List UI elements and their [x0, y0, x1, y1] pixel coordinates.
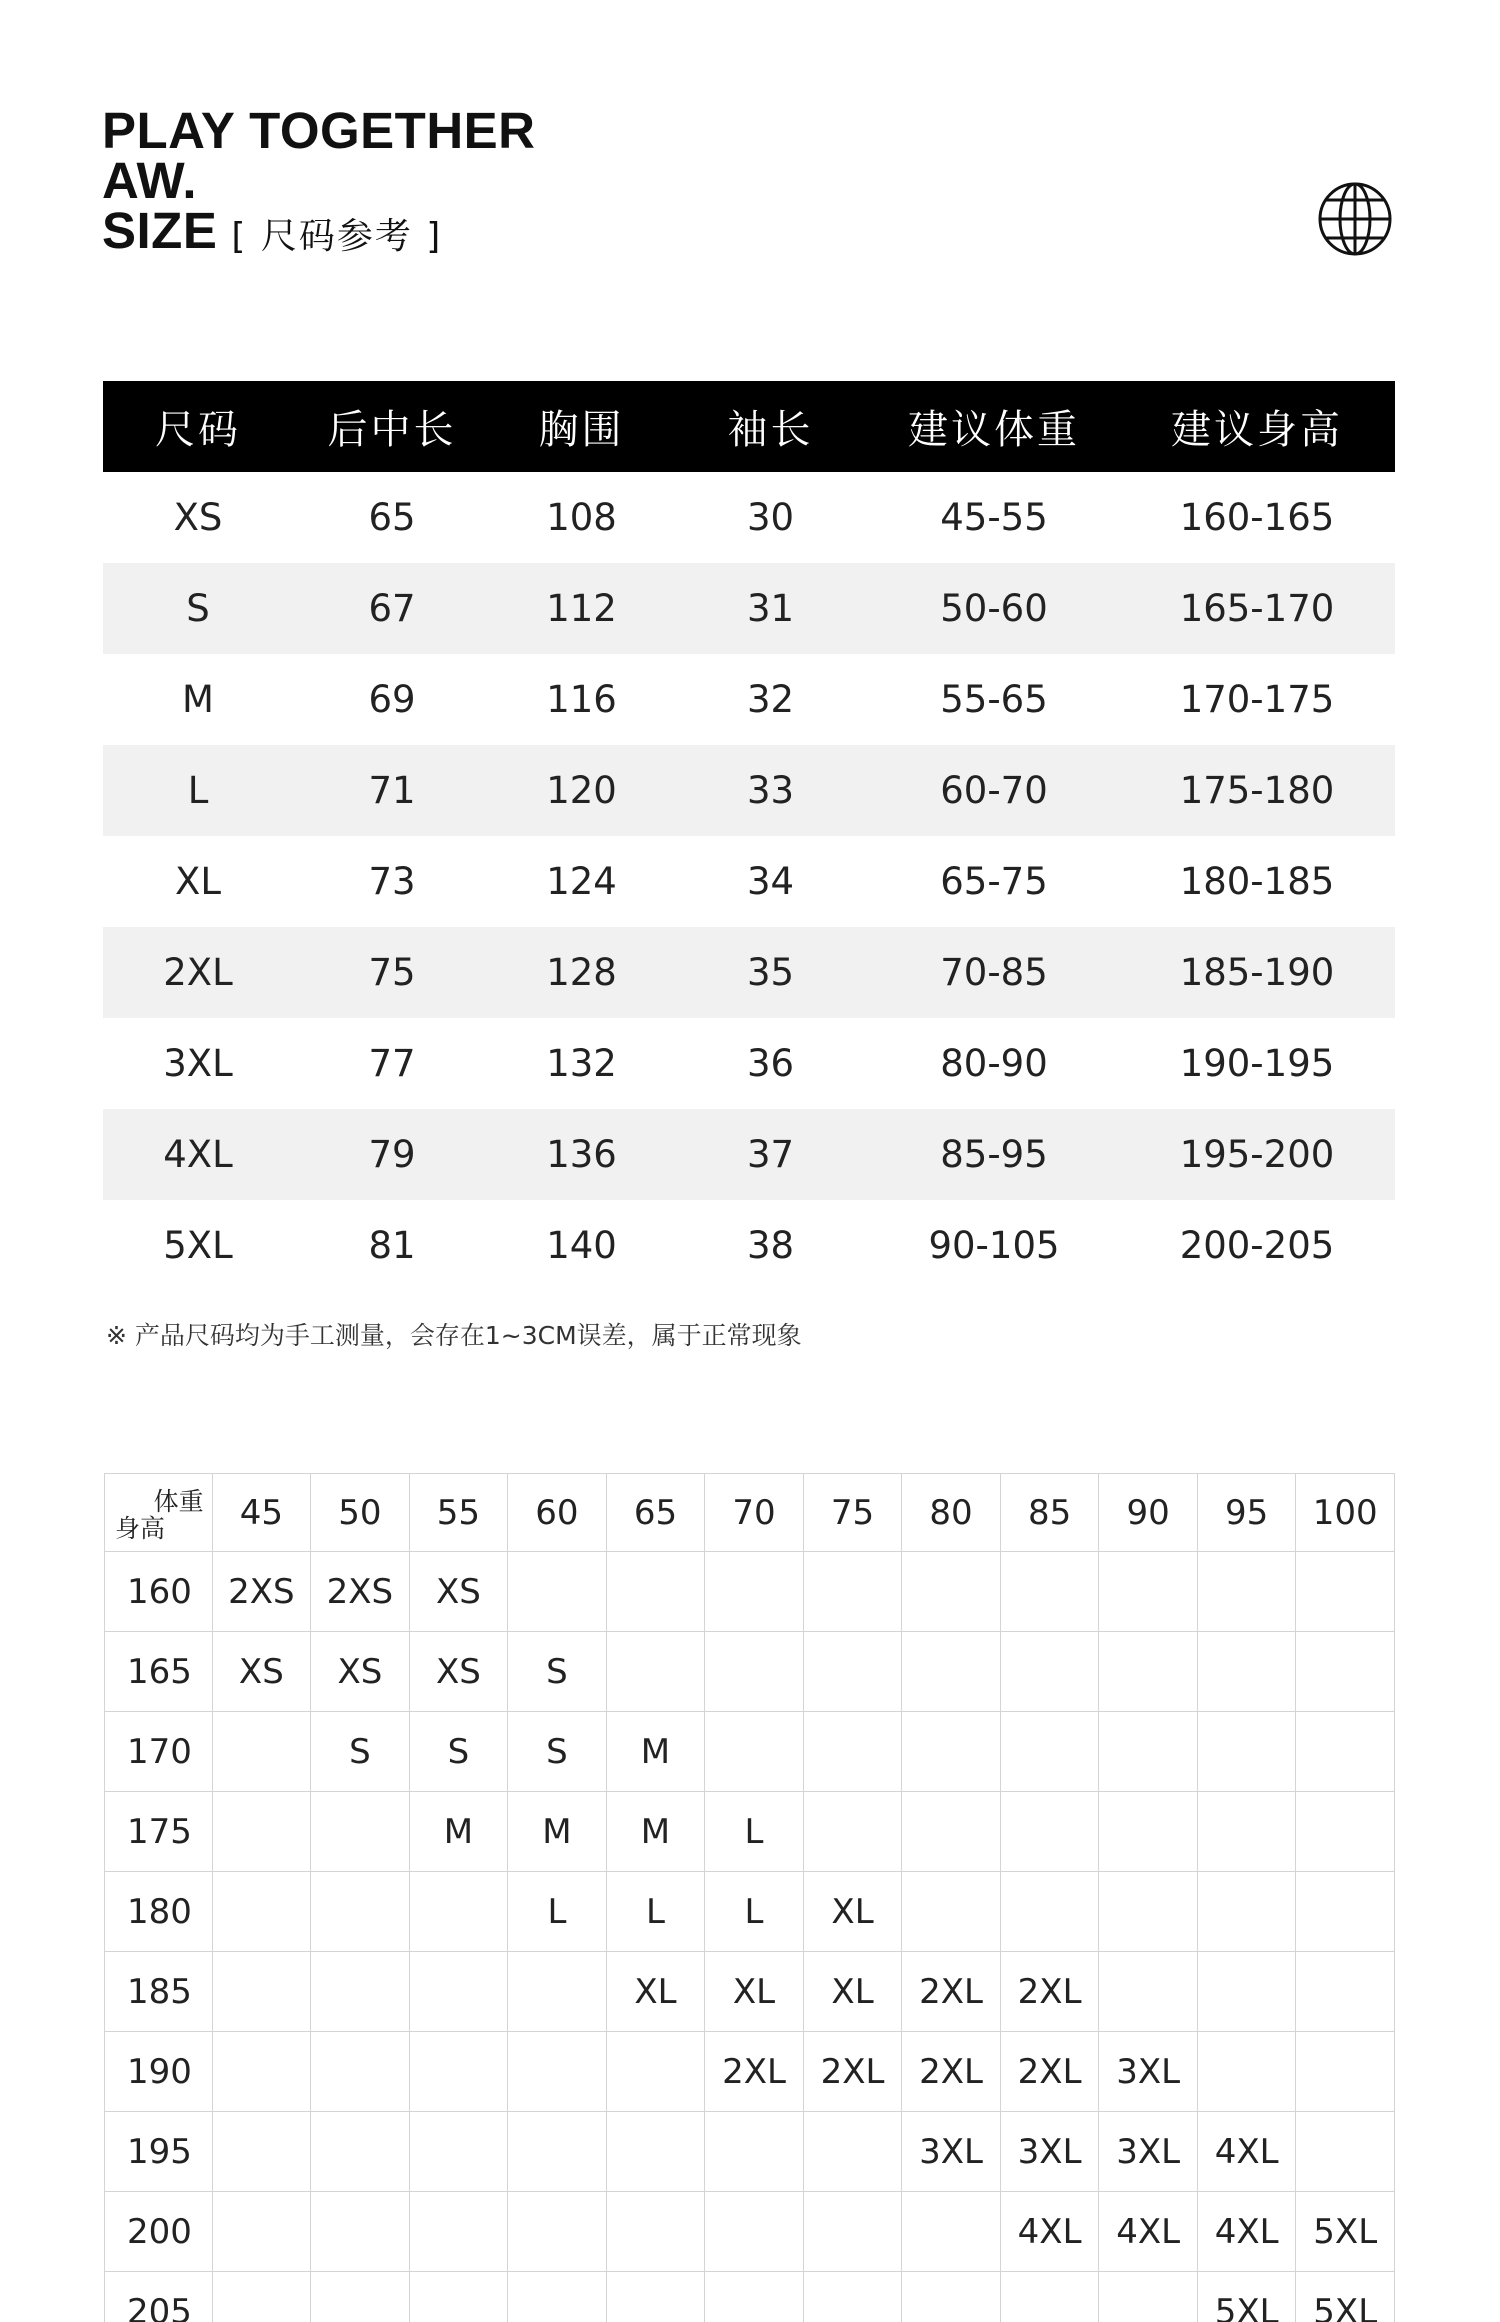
size-row [103, 836, 1395, 927]
size-value-cell: 77 [368, 1042, 416, 1085]
grid-size-cell [705, 1552, 804, 1632]
grid-size-cell [508, 2112, 607, 2192]
grid-size-cell [1296, 2032, 1395, 2112]
height-header-cell: 165 [105, 1632, 213, 1712]
grid-size-cell [212, 1792, 311, 1872]
height-header-cell: 175 [105, 1792, 213, 1872]
weight-header-cell: 90 [1099, 1474, 1198, 1552]
grid-row [105, 1552, 1395, 1632]
size-value-cell: 90-105 [928, 1224, 1060, 1267]
size-label-cell: 4XL [103, 1109, 293, 1200]
size-value-cell: 37 [672, 1109, 869, 1200]
grid-size-cell [508, 1952, 607, 2032]
grid-size-cell [508, 1552, 607, 1632]
size-value-cell: 60-70 [869, 745, 1119, 836]
column-header: 后中长 [293, 381, 491, 472]
size-value-cell: 55-65 [940, 678, 1048, 721]
size-label-cell: S [103, 563, 293, 654]
grid-size-cell [606, 2192, 705, 2272]
page-header [102, 102, 536, 262]
size-row [103, 745, 1395, 836]
grid-size-cell [705, 1712, 804, 1792]
size-value-cell: 38 [746, 1224, 795, 1267]
size-chart-table [103, 381, 1395, 1291]
size-label-cell: XS [173, 496, 223, 539]
weight-height-grid-container [104, 1473, 1396, 2322]
grid-size-cell [1197, 1792, 1296, 1872]
grid-size-cell: S [409, 1712, 508, 1792]
size-value-cell: 132 [546, 1042, 617, 1085]
grid-size-cell: 2XL [902, 1952, 1001, 2032]
grid-size-cell [1000, 1632, 1099, 1712]
grid-size-cell: 3XL [1000, 2112, 1099, 2192]
grid-size-cell [311, 2112, 410, 2192]
grid-size-cell [1099, 1952, 1198, 2032]
grid-size-cell [508, 2272, 607, 2322]
grid-size-cell [1296, 1632, 1395, 1712]
grid-size-cell [902, 1792, 1001, 1872]
grid-size-cell [311, 2032, 410, 2112]
size-label-cell: XL [175, 860, 221, 903]
size-value-cell: 35 [672, 927, 869, 1018]
grid-size-cell: S [311, 1712, 410, 1792]
grid-size-cell: 2XS [311, 1552, 410, 1632]
grid-size-cell: XS [311, 1632, 410, 1712]
size-value-cell: 180-185 [1179, 860, 1335, 903]
grid-corner-cell [105, 1474, 213, 1552]
size-row [103, 472, 1395, 563]
grid-size-cell [212, 1872, 311, 1952]
grid-size-cell [1000, 1792, 1099, 1872]
grid-size-cell [1099, 1552, 1198, 1632]
height-header-cell: 200 [105, 2192, 213, 2272]
size-value-cell: 80-90 [940, 1042, 1048, 1085]
grid-size-cell [902, 2272, 1001, 2322]
grid-size-cell: 4XL [1099, 2192, 1198, 2272]
weight-height-size-grid [104, 1473, 1395, 2322]
grid-size-cell [902, 1552, 1001, 1632]
grid-size-cell [508, 2032, 607, 2112]
grid-size-cell: XL [705, 1952, 804, 2032]
size-row [103, 1109, 1395, 1200]
size-row [103, 1200, 1395, 1291]
size-value-cell: 33 [672, 745, 869, 836]
grid-row [105, 1952, 1395, 2032]
grid-size-cell [212, 1712, 311, 1792]
grid-size-cell [606, 2032, 705, 2112]
size-value-cell: 165-170 [1119, 563, 1395, 654]
weight-header-cell: 65 [606, 1474, 705, 1552]
grid-size-cell [1099, 1632, 1198, 1712]
grid-size-cell [212, 2112, 311, 2192]
grid-size-cell [705, 1632, 804, 1712]
column-header: 尺码 [103, 381, 293, 472]
grid-size-cell [902, 1632, 1001, 1712]
grid-row [105, 2272, 1395, 2322]
grid-size-cell [1197, 1632, 1296, 1712]
weight-header-cell: 100 [1296, 1474, 1395, 1552]
grid-size-cell [1296, 1552, 1395, 1632]
grid-size-cell: M [508, 1792, 607, 1872]
grid-size-cell [1000, 1552, 1099, 1632]
grid-size-cell [1099, 1792, 1198, 1872]
grid-size-cell [1000, 2272, 1099, 2322]
grid-size-cell [606, 1552, 705, 1632]
height-header-cell: 170 [105, 1712, 213, 1792]
grid-size-cell: 3XL [1099, 2112, 1198, 2192]
column-header: 建议体重 [869, 381, 1119, 472]
grid-size-cell [212, 1952, 311, 2032]
grid-size-cell: 2XL [902, 2032, 1001, 2112]
grid-size-cell [311, 1872, 410, 1952]
weight-header-cell: 75 [803, 1474, 902, 1552]
grid-size-cell [212, 2272, 311, 2322]
grid-size-cell [1000, 1712, 1099, 1792]
grid-size-cell [1296, 1712, 1395, 1792]
size-label-cell: M [182, 678, 214, 721]
size-value-cell: 65-75 [940, 860, 1048, 903]
grid-size-cell: L [705, 1792, 804, 1872]
grid-size-cell [705, 2112, 804, 2192]
grid-size-cell [409, 2192, 508, 2272]
size-value-cell: 140 [546, 1224, 617, 1267]
size-value-cell: 79 [293, 1109, 491, 1200]
grid-size-cell: 2XL [803, 2032, 902, 2112]
grid-row [105, 1712, 1395, 1792]
grid-row [105, 1872, 1395, 1952]
grid-size-cell [803, 1552, 902, 1632]
size-value-cell: 73 [368, 860, 416, 903]
size-value-cell: 128 [491, 927, 672, 1018]
grid-size-cell [803, 1632, 902, 1712]
size-value-cell: 31 [672, 563, 869, 654]
size-title: SIZE [102, 202, 218, 259]
grid-size-cell [902, 1712, 1001, 1792]
grid-size-cell: XL [803, 1952, 902, 2032]
grid-size-cell: S [508, 1712, 607, 1792]
size-value-cell: 200-205 [1179, 1224, 1335, 1267]
grid-size-cell [409, 2032, 508, 2112]
grid-size-cell: 4XL [1197, 2112, 1296, 2192]
grid-size-cell [1099, 1712, 1198, 1792]
grid-size-cell [803, 1712, 902, 1792]
size-value-cell: 71 [293, 745, 491, 836]
grid-size-cell [1296, 1872, 1395, 1952]
grid-size-cell [1296, 2112, 1395, 2192]
size-value-cell: 75 [293, 927, 491, 1018]
grid-size-cell: L [705, 1872, 804, 1952]
grid-size-cell [1099, 2272, 1198, 2322]
grid-size-cell [311, 2192, 410, 2272]
size-value-cell: 112 [491, 563, 672, 654]
height-header-cell: 205 [105, 2272, 213, 2322]
height-axis-label: 身高 [115, 1514, 166, 1543]
size-label-cell: 2XL [103, 927, 293, 1018]
grid-size-cell: 5XL [1296, 2272, 1395, 2322]
size-row [103, 927, 1395, 1018]
grid-size-cell: 2XL [1000, 2032, 1099, 2112]
column-header: 胸围 [491, 381, 672, 472]
grid-row [105, 2112, 1395, 2192]
grid-row [105, 1632, 1395, 1712]
grid-row [105, 2192, 1395, 2272]
size-value-cell: 124 [546, 860, 617, 903]
grid-size-cell [409, 1872, 508, 1952]
size-value-cell: 65 [368, 496, 416, 539]
grid-size-cell: S [508, 1632, 607, 1712]
grid-size-cell: M [606, 1712, 705, 1792]
size-label-cell: 5XL [163, 1224, 233, 1267]
grid-size-cell: XS [212, 1632, 311, 1712]
grid-header-row [105, 1474, 1395, 1552]
weight-header-cell: 60 [508, 1474, 607, 1552]
size-value-cell: 45-55 [940, 496, 1048, 539]
size-value-cell: 36 [746, 1042, 795, 1085]
size-value-cell: 136 [491, 1109, 672, 1200]
size-label-cell: L [103, 745, 293, 836]
grid-size-cell [409, 1952, 508, 2032]
grid-size-cell [1197, 2032, 1296, 2112]
size-value-cell: 160-165 [1179, 496, 1335, 539]
height-header-cell: 195 [105, 2112, 213, 2192]
size-label-cell: 3XL [163, 1042, 233, 1085]
globe-icon [1317, 181, 1393, 257]
grid-size-cell [705, 2192, 804, 2272]
grid-size-cell [1099, 1872, 1198, 1952]
size-value-cell: 116 [546, 678, 617, 721]
weight-header-cell: 55 [409, 1474, 508, 1552]
size-value-cell: 67 [293, 563, 491, 654]
weight-header-cell: 50 [311, 1474, 410, 1552]
title-line-1: PLAY TOGETHER [102, 102, 536, 159]
height-header-cell: 160 [105, 1552, 213, 1632]
size-row [103, 563, 1395, 654]
grid-size-cell [212, 2032, 311, 2112]
size-value-cell: 85-95 [869, 1109, 1119, 1200]
grid-size-cell: XL [606, 1952, 705, 2032]
grid-size-cell [705, 2272, 804, 2322]
weight-axis-label: 体重 [153, 1487, 204, 1516]
column-header: 袖长 [672, 381, 869, 472]
grid-row [105, 1792, 1395, 1872]
size-value-cell: 195-200 [1119, 1109, 1395, 1200]
size-table-header-row [103, 381, 1395, 472]
column-header: 建议身高 [1119, 381, 1395, 472]
size-subtitle: [ 尺码参考 ] [231, 216, 443, 257]
weight-header-cell: 45 [212, 1474, 311, 1552]
height-header-cell: 180 [105, 1872, 213, 1952]
grid-size-cell [902, 2192, 1001, 2272]
grid-size-cell: XS [409, 1552, 508, 1632]
grid-size-cell: M [606, 1792, 705, 1872]
grid-size-cell: L [606, 1872, 705, 1952]
size-value-cell: 190-195 [1179, 1042, 1335, 1085]
height-header-cell: 190 [105, 2032, 213, 2112]
grid-size-cell [409, 2112, 508, 2192]
grid-size-cell: 5XL [1296, 2192, 1395, 2272]
size-row [103, 654, 1395, 745]
grid-size-cell [409, 2272, 508, 2322]
grid-size-cell: 2XS [212, 1552, 311, 1632]
grid-size-cell [803, 2112, 902, 2192]
measurement-note: ※ 产品尺码均为手工测量，会存在1~3CM误差，属于正常现象 [106, 1321, 802, 1350]
grid-size-cell [606, 2272, 705, 2322]
grid-size-cell [212, 2192, 311, 2272]
title-line-3 [102, 202, 536, 262]
grid-size-cell [311, 1952, 410, 2032]
weight-header-cell: 70 [705, 1474, 804, 1552]
grid-size-cell [606, 1632, 705, 1712]
weight-header-cell: 85 [1000, 1474, 1099, 1552]
size-value-cell: 34 [746, 860, 795, 903]
size-value-cell: 108 [546, 496, 617, 539]
grid-size-cell: 2XL [1000, 1952, 1099, 2032]
size-value-cell: 81 [368, 1224, 416, 1267]
size-value-cell: 185-190 [1119, 927, 1395, 1018]
size-value-cell: 175-180 [1119, 745, 1395, 836]
grid-size-cell: 4XL [1197, 2192, 1296, 2272]
title-line-2: AW. [102, 152, 198, 209]
grid-size-cell: XS [409, 1632, 508, 1712]
grid-size-cell [803, 2272, 902, 2322]
grid-size-cell [803, 1792, 902, 1872]
grid-size-cell [1197, 1872, 1296, 1952]
size-row [103, 1018, 1395, 1109]
size-value-cell: 50-60 [869, 563, 1119, 654]
grid-size-cell: 3XL [1099, 2032, 1198, 2112]
size-value-cell: 70-85 [869, 927, 1119, 1018]
grid-size-cell [508, 2192, 607, 2272]
grid-size-cell [803, 2192, 902, 2272]
grid-size-cell [1197, 1952, 1296, 2032]
height-header-cell: 185 [105, 1952, 213, 2032]
grid-size-cell [1296, 1952, 1395, 2032]
grid-size-cell [902, 1872, 1001, 1952]
grid-size-cell: M [409, 1792, 508, 1872]
grid-size-cell [1296, 1792, 1395, 1872]
weight-header-cell: 95 [1197, 1474, 1296, 1552]
size-value-cell: 32 [746, 678, 795, 721]
size-value-cell: 30 [746, 496, 795, 539]
weight-header-cell: 80 [902, 1474, 1001, 1552]
grid-size-cell: L [508, 1872, 607, 1952]
grid-size-cell [606, 2112, 705, 2192]
grid-size-cell: 3XL [902, 2112, 1001, 2192]
size-value-cell: 69 [368, 678, 416, 721]
grid-size-cell [311, 2272, 410, 2322]
grid-size-cell [311, 1792, 410, 1872]
grid-size-cell: 2XL [705, 2032, 804, 2112]
grid-size-cell [1197, 1552, 1296, 1632]
grid-size-cell: XL [803, 1872, 902, 1952]
grid-size-cell: 4XL [1000, 2192, 1099, 2272]
size-value-cell: 170-175 [1179, 678, 1335, 721]
grid-size-cell: 5XL [1197, 2272, 1296, 2322]
grid-size-cell [1197, 1712, 1296, 1792]
grid-row [105, 2032, 1395, 2112]
size-value-cell: 120 [491, 745, 672, 836]
grid-size-cell [1000, 1872, 1099, 1952]
